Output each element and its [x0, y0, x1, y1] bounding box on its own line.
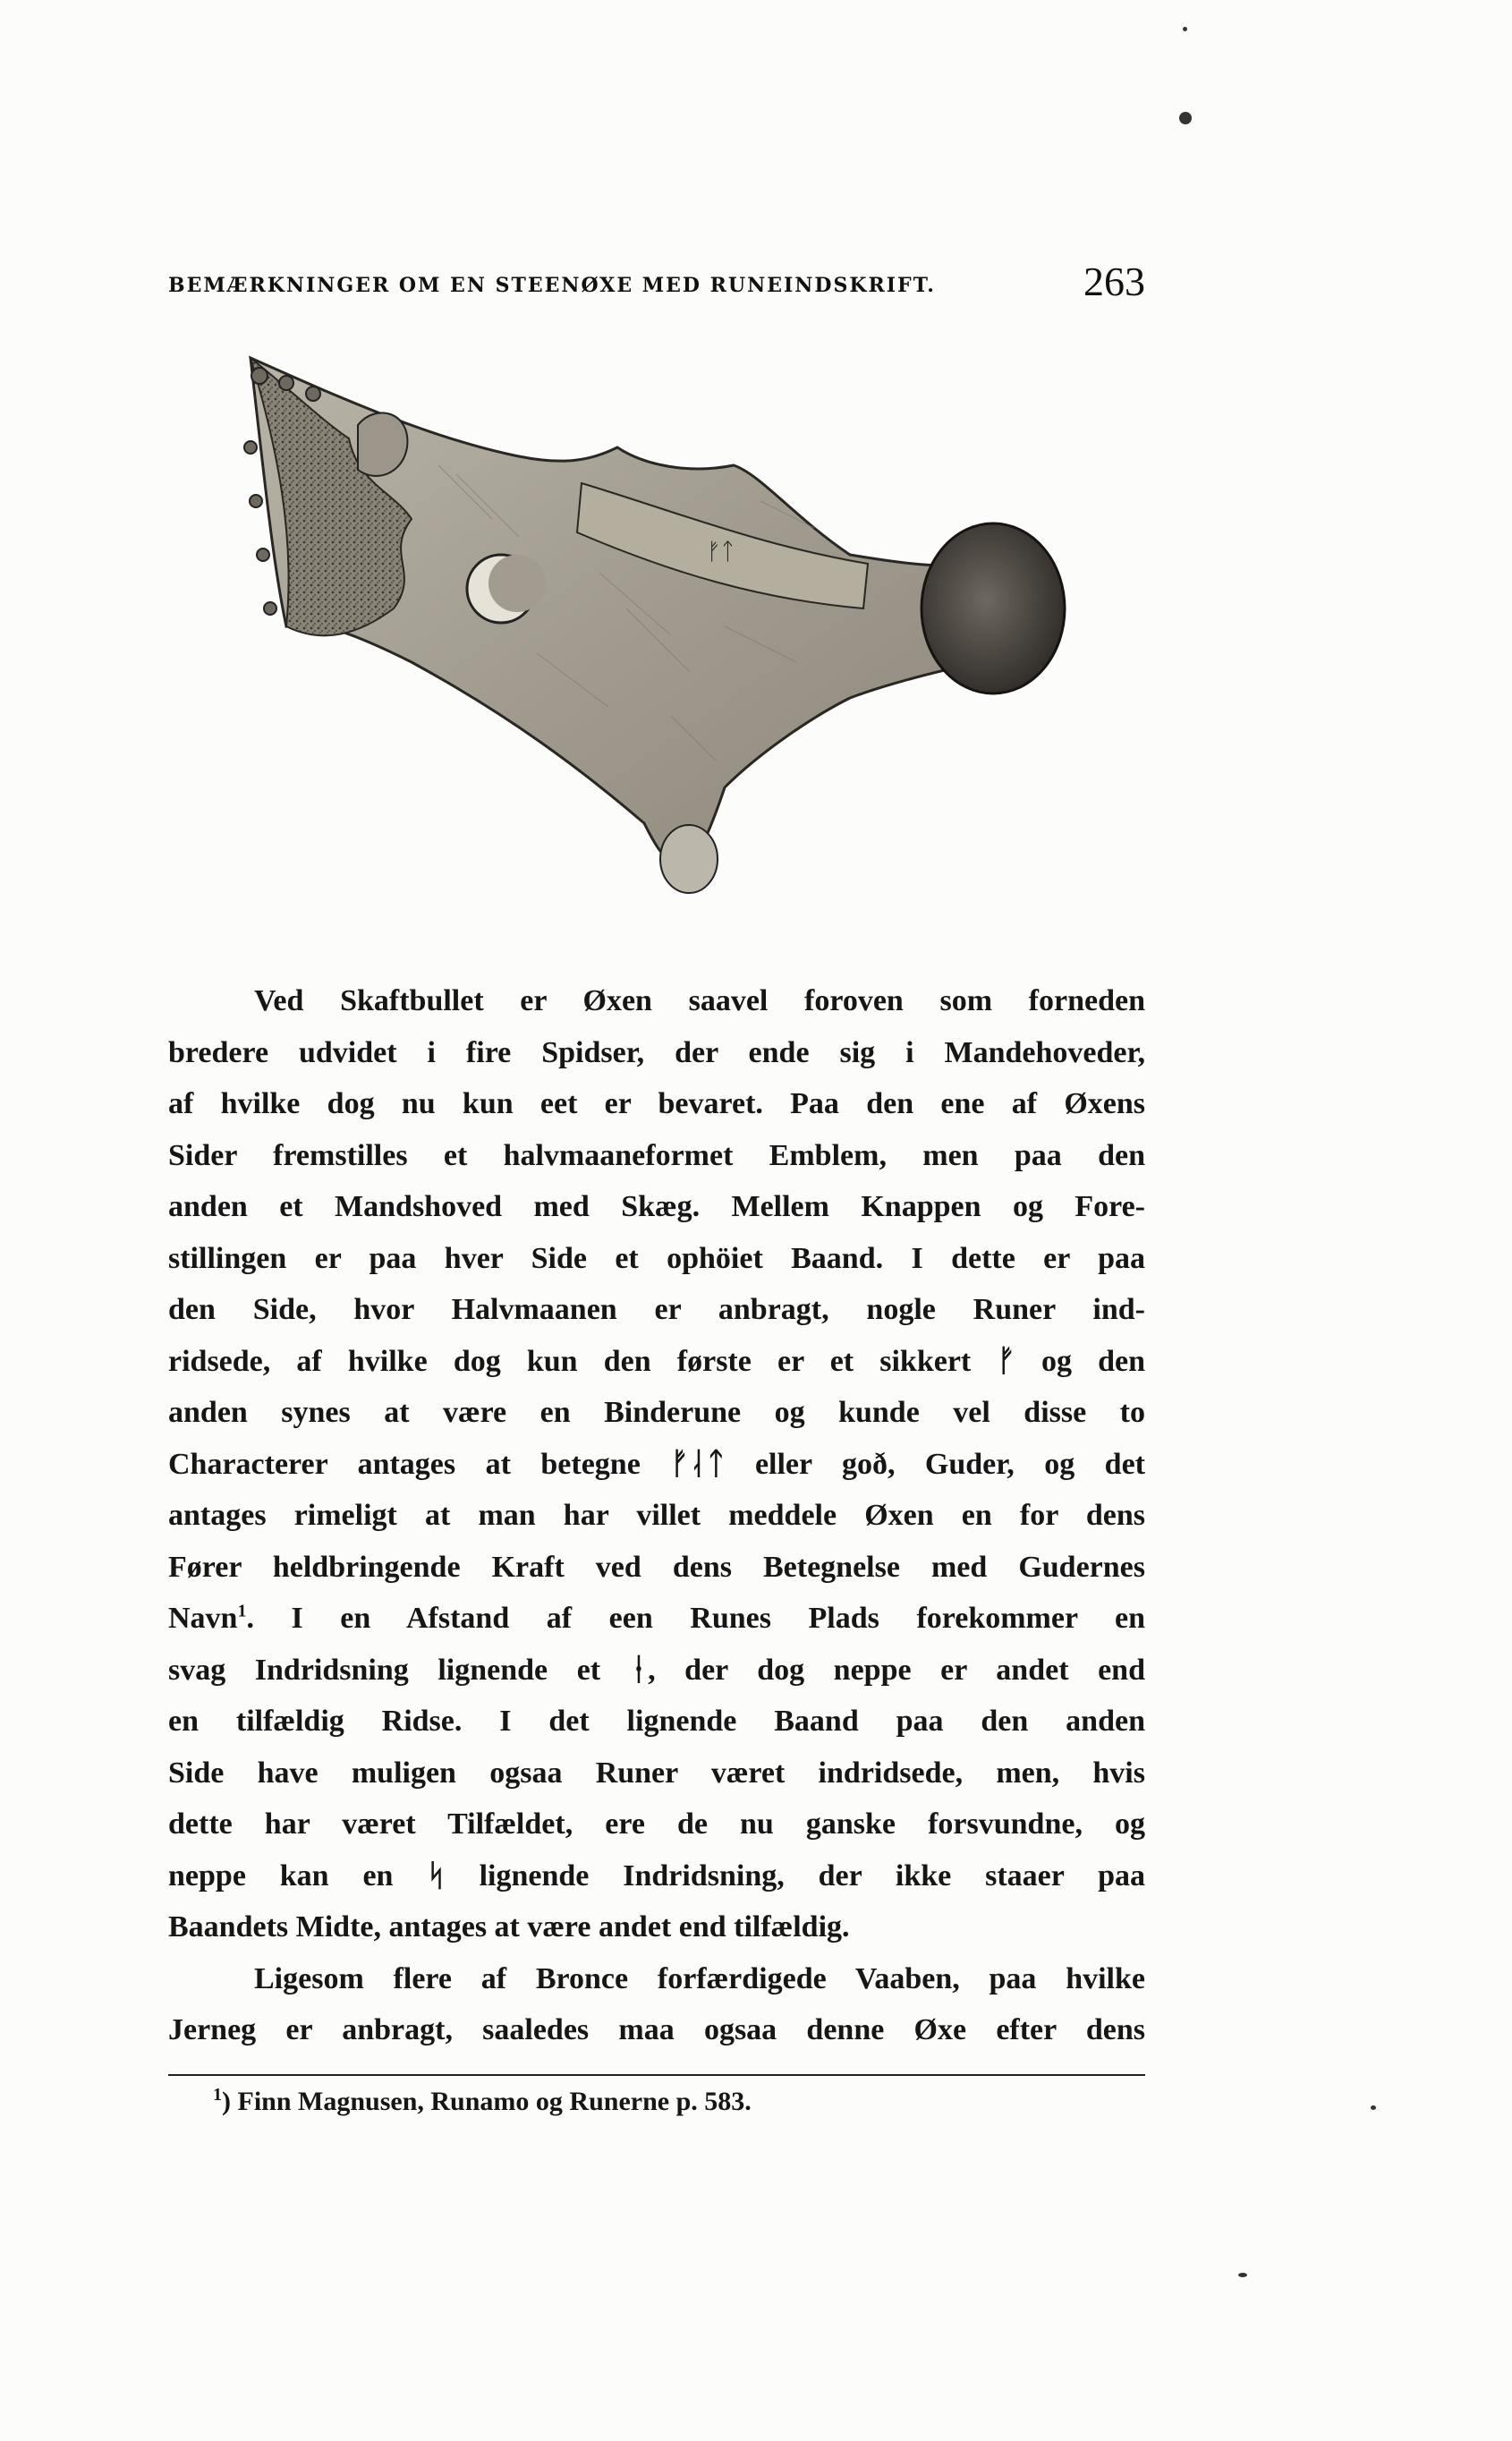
text-line: neppe kan en ᛋ lignende Indridsning, der ikke staaer paa: [168, 1857, 1146, 1893]
rune-glyph: ᚠᛆᛏ: [670, 1445, 726, 1482]
text-line: anden synes at være en Binderune og kunde vel disse to: [168, 1396, 1145, 1429]
text-line: Baandets Midte, antages at være andet end tilfældig.: [168, 1910, 850, 1943]
footnote-marker: 1: [213, 2085, 222, 2105]
steenoxe-illustration: [224, 340, 1145, 931]
text-line: anden et Mandshoved med Skæg. Mellem Knappen og Fore-: [168, 1190, 1145, 1223]
text-line: af hvilke dog nu kun eet er bevaret. Paa den ene af Øxens: [168, 1087, 1145, 1120]
footnote-divider: [168, 2074, 1145, 2076]
rune-glyph: ᚠ: [997, 1342, 1015, 1379]
text-line: dette har været Tilfældet, ere de nu ganske forsvundne, og: [168, 1807, 1145, 1841]
text-line: svag Indridsning lignende et ᛂ, der dog neppe er andet end: [168, 1651, 1145, 1688]
ink-speck: [1371, 2105, 1376, 2110]
page-number: 263: [1083, 259, 1145, 304]
text-line: Ved Skaftbullet er Øxen saavel foroven som forneden: [254, 984, 1145, 1017]
text-line: Ligesom flere af Bronce forfærdigede Vaaben, paa hvilke: [254, 1961, 1145, 1995]
ink-speck: [1183, 27, 1187, 31]
text-line: den Side, hvor Halvmaanen er anbragt, nogle Runer ind-: [168, 1293, 1145, 1326]
footnote: [213, 2087, 752, 2117]
running-title: BEMÆRKNINGER OM EN STEENØXE MED RUNEINDSKRIFT.: [168, 274, 936, 297]
text-line: bredere udvidet i fire Spidser, der ende sig i Mandehoveder,: [168, 1035, 1145, 1069]
text-line: Side have muligen ogsaa Runer været indridsede, men, hvis: [168, 1756, 1145, 1790]
lower-head: [660, 825, 718, 893]
text-line: Navn$^1$. I en Afstand af een Runes Plads forekommer en: [168, 1601, 1145, 1635]
text-line: stillingen er paa hver Side et ophöiet Baand. I dette er paa: [168, 1241, 1145, 1275]
footnote-text: ) Finn Magnusen, Runamo og Runerne p. 583.: [222, 2087, 752, 2116]
text-line: Fører heldbringende Kraft ved dens Betegnelse med Gudernes: [168, 1550, 1145, 1584]
running-header: [168, 258, 1145, 311]
ink-speck: [1179, 112, 1192, 124]
text-line: ridsede, af hvilke dog kun den første er et sikkert ᚠ og den: [168, 1342, 1145, 1379]
body-text: [168, 975, 1145, 2056]
band-runes: ᚠᛏ: [707, 539, 735, 566]
text-line: antages rimeligt at man har villet meddele Øxen en for dens: [168, 1499, 1145, 1532]
text-line: Jerneg er anbragt, saaledes maa ogsaa denne Øxe efter dens: [168, 2013, 1145, 2046]
text-line: en tilfældig Ridse. I det lignende Baand paa den anden: [168, 1705, 1145, 1738]
footnote-ref[interactable]: 1: [237, 1601, 247, 1621]
axe-knob: [922, 523, 1065, 693]
text-line: Characterer antages at betegne ᚠᛆᛏ eller goð, Guder, og det: [168, 1445, 1146, 1482]
rune-glyph: ᛂ: [629, 1651, 649, 1688]
text-line: Sider fremstilles et halvmaaneformet Emblem, men paa den: [168, 1138, 1145, 1172]
rune-glyph: ᛋ: [427, 1857, 446, 1893]
ink-speck: [1238, 2273, 1247, 2277]
